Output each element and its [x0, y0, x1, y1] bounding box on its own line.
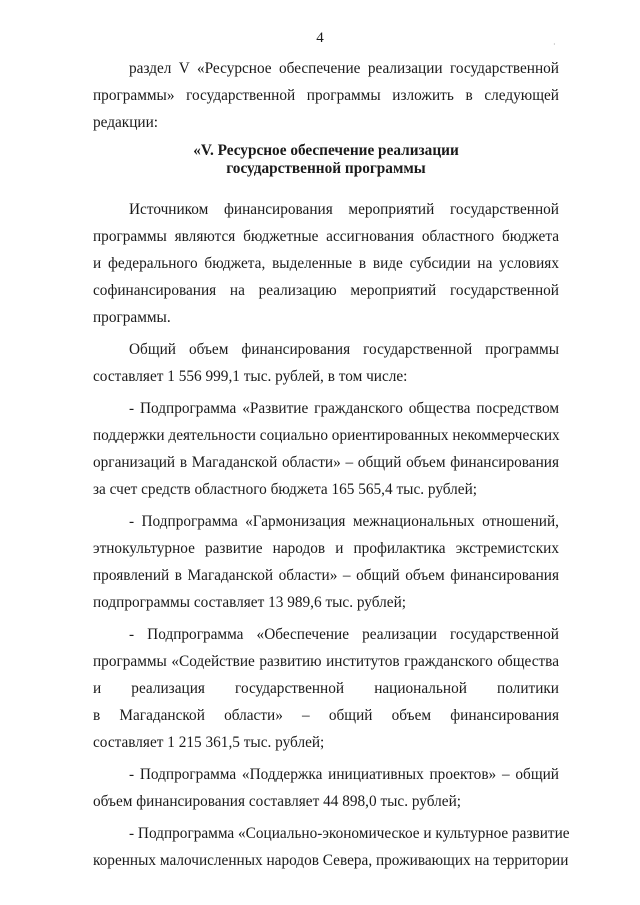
paragraph-line: - Подпрограмма «Поддержка инициативных проектов» – общий: [129, 766, 559, 783]
intro-line: программы» государственной программы изложить в следующей: [93, 87, 559, 104]
paragraph-line: в Магаданской области» – общий объем финансирования: [93, 707, 559, 724]
section-paragraphs: [93, 196, 570, 874]
paragraph-line: Источником финансирования мероприятий государственной: [129, 201, 559, 218]
heading-line: «V. Ресурсное обеспечение реализации: [193, 142, 459, 159]
body-paragraph: [93, 508, 559, 616]
paragraph-line: - Подпрограмма «Обеспечение реализации государственной: [129, 626, 559, 643]
intro-paragraph: [93, 55, 559, 136]
paragraph-line: поддержки деятельности социально ориентированных некоммерческих: [93, 427, 560, 444]
intro-line: раздел V «Ресурсное обеспечение реализации государственной: [129, 60, 559, 77]
paragraph-line: составляет 1 556 999,1 тыс. рублей, в том числе:: [93, 368, 408, 385]
body-paragraph: [93, 820, 570, 874]
document-body: [93, 55, 570, 879]
paragraph-line: этнокультурное развитие народов и профилактика экстремистских: [93, 540, 559, 557]
body-paragraph: [93, 761, 559, 815]
paragraph-line: - Подпрограмма «Развитие гражданского общества посредством: [129, 400, 559, 417]
section-heading: [93, 142, 559, 178]
page-number: 4: [316, 30, 324, 46]
body-paragraph: [93, 336, 559, 390]
paragraph-line: программы являются бюджетные ассигнования областного бюджета: [93, 228, 559, 245]
body-paragraph: [93, 395, 559, 503]
paragraph-line: объем финансирования составляет 44 898,0 тыс. рублей;: [93, 793, 462, 810]
paragraph-line: - Подпрограмма «Социально-экономическое и культурное развитие: [129, 825, 570, 842]
body-paragraph: [93, 621, 559, 756]
paragraph-line: и федерального бюджета, выделенные в виде субсидии на условиях: [93, 255, 559, 272]
heading-line: государственной программы: [226, 160, 426, 177]
paragraph-line: - Подпрограмма «Гармонизация межнациональных отношений,: [129, 513, 559, 530]
body-paragraph: [93, 196, 559, 331]
paragraph-line: коренных малочисленных народов Севера, проживающих на территории: [93, 852, 569, 869]
paragraph-line: составляет 1 215 361,5 тыс. рублей;: [93, 734, 325, 751]
paragraph-line: и реализация государственной национальной политики: [93, 680, 559, 697]
paragraph-line: подпрограммы составляет 13 989,6 тыс. рублей;: [93, 594, 407, 611]
intro-line: редакции:: [93, 114, 159, 131]
paragraph-line: программы «Содействие развитию институтов гражданского общества: [93, 653, 559, 670]
paragraph-line: за счет средств областного бюджета 165 565,4 тыс. рублей;: [93, 481, 478, 498]
paragraph-line: программы.: [93, 309, 171, 326]
scan-mark: ·: [553, 40, 556, 49]
paragraph-line: проявлений в Магаданской области» – общий объем финансирования: [93, 567, 559, 584]
paragraph-line: Общий объем финансирования государственной программы: [129, 341, 559, 358]
paragraph-line: софинансирования на реализацию мероприятий государственной: [93, 282, 559, 299]
paragraph-line: организаций в Магаданской области» – общий объем финансирования: [93, 454, 559, 471]
